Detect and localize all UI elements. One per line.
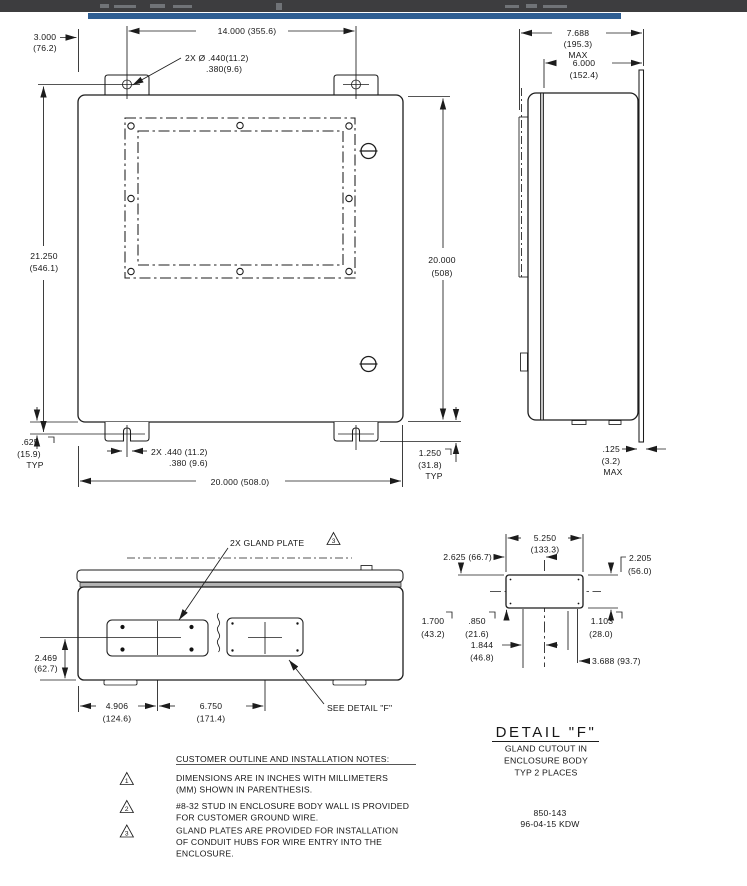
note-line: (MM) SHOWN IN PARENTHESIS. <box>176 784 313 795</box>
gland-plate-left <box>107 620 208 656</box>
detail-subtitle: ENCLOSURE BODY <box>504 755 588 766</box>
dim-foot-height: 1.250 <box>418 448 442 458</box>
svg-text:3: 3 <box>124 830 129 838</box>
dim-flange-mm: (3.2) <box>601 456 621 466</box>
latch-bump <box>361 566 372 571</box>
detail-title: DETAIL "F" <box>495 724 597 741</box>
gland-cutout-right <box>227 618 303 656</box>
dim-foot-offset-typ: TYP <box>26 460 44 470</box>
dim-edge-offset: 3.000 <box>33 32 57 42</box>
foot-edge <box>104 680 137 685</box>
dim-body-depth: 6.000 <box>572 58 596 68</box>
dim-width-top: 14.000 (355.6) <box>217 26 277 36</box>
dim-center-height: 2.469 <box>34 653 58 663</box>
bottom-view <box>34 533 403 724</box>
dim-plate2-x: 6.750 <box>199 701 223 711</box>
dim-1103-mm: (28.0) <box>589 629 613 639</box>
dim-foot-height-mm: (31.8) <box>418 460 442 470</box>
dim-body-depth-mm: (152.4) <box>569 70 599 80</box>
svg-text:3: 3 <box>331 537 336 545</box>
svg-text:2: 2 <box>124 805 129 813</box>
side-view <box>519 28 666 477</box>
dim-depth-max-mm: (195.3) <box>563 39 593 49</box>
dim-height-right-mm: (508) <box>431 268 453 278</box>
dim-1844-mm: (46.8) <box>470 652 494 663</box>
dim-edge-offset-mm: (76.2) <box>33 43 57 53</box>
note-line: #8-32 STUD IN ENCLOSURE BODY WALL IS PROVIDED <box>176 801 410 811</box>
detail-subtitle: TYP 2 PLACES <box>514 767 578 778</box>
note-line: GLAND PLATES ARE PROVIDED FOR INSTALLATION <box>176 825 399 836</box>
dim-width-bottom: 20.000 (508.0) <box>210 477 270 487</box>
dim-1844: 1.844 <box>470 640 494 650</box>
note-line: FOR CUSTOMER GROUND WIRE. <box>176 812 319 823</box>
gland-cutout-shape <box>506 575 583 608</box>
dim-1700-mm: (43.2) <box>421 629 445 639</box>
see-detail-callout: SEE DETAIL "F" <box>327 703 393 713</box>
dim-foot-height-typ: TYP <box>425 471 443 481</box>
dim-foot-offset: .625 <box>21 437 39 447</box>
note-line: DIMENSIONS ARE IN INCHES WITH MILLIMETERS <box>176 773 389 783</box>
enclosure-body-side <box>528 93 638 420</box>
dim-height: 2.205 <box>629 553 652 563</box>
notes-title: CUSTOMER OUTLINE AND INSTALLATION NOTES: <box>176 754 390 764</box>
svg-text:1: 1 <box>124 777 129 785</box>
gasket-edge <box>80 583 401 588</box>
dim-height-mm: (56.0) <box>628 566 652 576</box>
hole-callout-2: .380(9.6) <box>206 64 243 74</box>
foot-edge <box>333 680 366 685</box>
front-view <box>17 26 461 487</box>
notes-block <box>120 754 416 859</box>
dim-half-width: 2.625 (66.7) <box>443 552 492 562</box>
doc-number: 850-143 <box>533 808 567 818</box>
foot-edge <box>572 421 586 425</box>
note-flag-1 <box>120 773 133 785</box>
dim-3688: 3.688 (93.7) <box>592 656 641 666</box>
dim-850: .850 <box>468 616 486 626</box>
note-flag-2 <box>120 801 133 813</box>
detail-f-view <box>421 533 651 778</box>
hole-callout: 2X Ø .440(11.2) <box>185 53 249 63</box>
note-line: ENCLOSURE. <box>176 848 234 859</box>
dim-plate1-x: 4.906 <box>105 701 129 711</box>
dim-width-mm: (133.3) <box>530 544 560 555</box>
dim-foot-offset-mm: (15.9) <box>17 449 41 459</box>
dim-flange: .125 <box>602 444 620 454</box>
dim-850-mm: (21.6) <box>465 629 489 639</box>
note-flag-3-ref <box>327 533 340 545</box>
dim-center-height-mm: (62.7) <box>34 663 58 674</box>
dim-height-left: 21.250 <box>30 251 58 261</box>
note-flag-3 <box>120 825 133 837</box>
door-flange-edge <box>639 70 644 442</box>
door-edge-strip <box>77 570 403 582</box>
slot-callout: 2X .440 (11.2) <box>151 447 208 457</box>
dim-plate1-x-mm: (124.6) <box>102 713 132 724</box>
door-seam <box>541 94 544 420</box>
wall-clip <box>521 353 528 371</box>
dim-depth-max-note: MAX <box>568 50 588 60</box>
dim-flange-note: MAX <box>603 467 623 477</box>
note-line: OF CONDUIT HUBS FOR WIRE ENTRY INTO THE <box>176 837 383 847</box>
enclosure-body-front <box>78 95 403 422</box>
dim-width: 5.250 <box>533 533 557 543</box>
dim-1700: 1.700 <box>421 616 445 626</box>
dim-height-left-mm: (546.1) <box>29 263 59 273</box>
title-block <box>520 808 580 829</box>
dim-depth-max: 7.688 <box>566 28 590 38</box>
dim-1103: 1.103 <box>590 616 614 626</box>
detail-subtitle: GLAND CUTOUT IN <box>504 743 588 754</box>
foot-edge <box>609 421 621 425</box>
dim-plate2-x-mm: (171.4) <box>196 713 226 724</box>
slot-callout-2: .380 (9.6) <box>169 458 208 468</box>
doc-revision: 96-04-15 KDW <box>520 819 580 829</box>
dim-height-right: 20.000 <box>428 255 456 265</box>
gland-plate-callout: 2X GLAND PLATE <box>230 538 305 548</box>
